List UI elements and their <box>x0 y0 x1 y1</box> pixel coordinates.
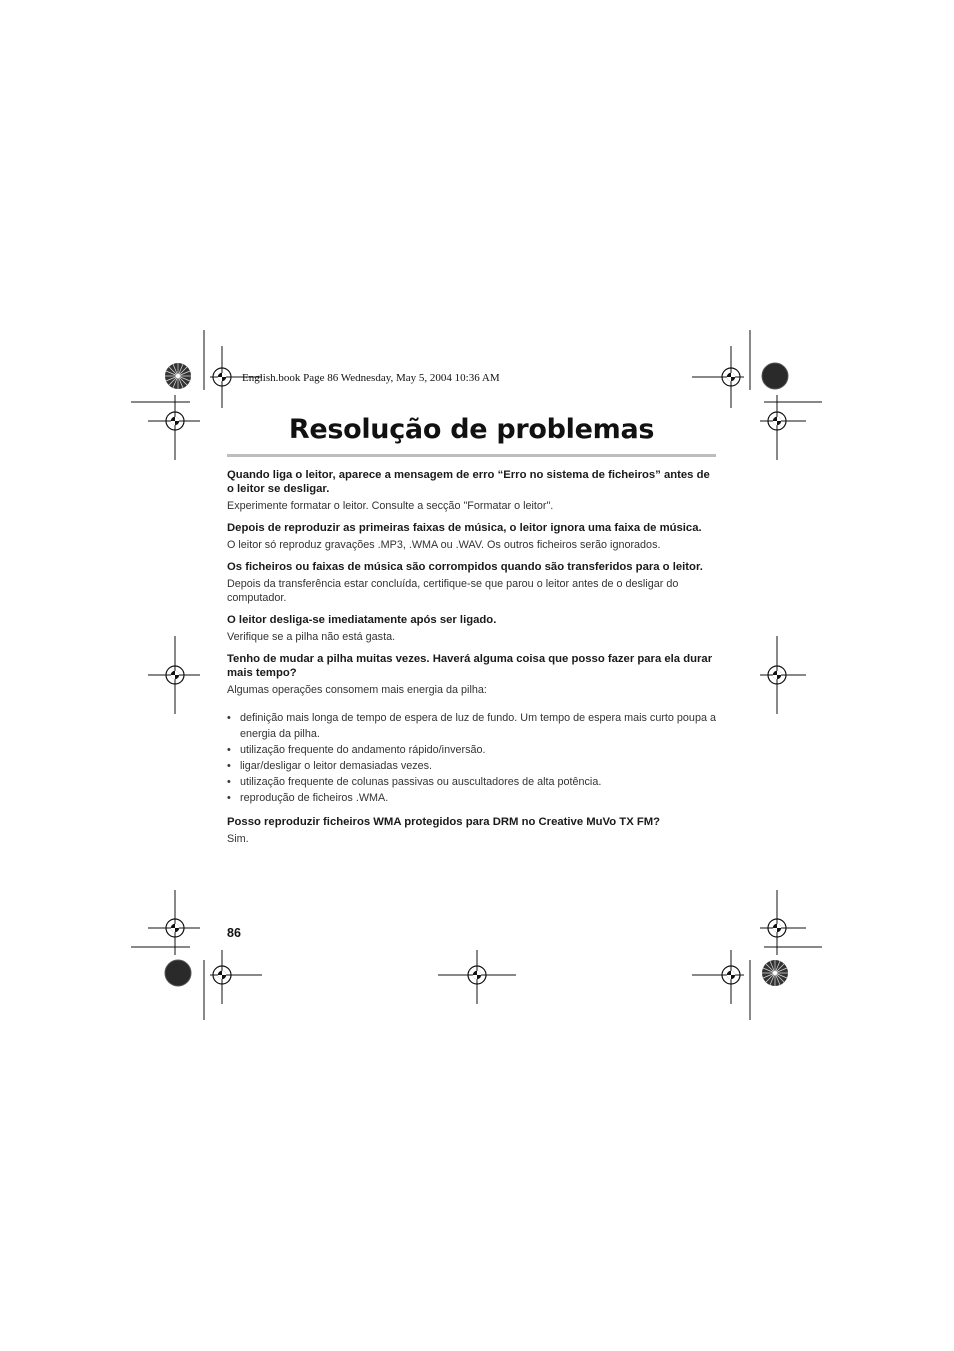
faq-item <box>227 815 717 846</box>
faq-answer: Algumas operações consomem mais energia da pilha: <box>227 684 487 696</box>
faq-item <box>227 613 717 644</box>
faq-item <box>227 652 717 806</box>
faq-item <box>227 468 717 513</box>
faq-answer: Experimente formatar o leitor. Consulte a secção "Formatar o leitor". <box>227 500 554 512</box>
page-title: Resolução de problemas <box>288 414 655 445</box>
faq-question: Os ficheiros ou faixas de música são corrompidos quando são transferidos para o leitor. <box>227 561 703 573</box>
page-number: 86 <box>227 926 241 940</box>
faq-question: O leitor desliga-se imediatamente após ser ligado. <box>227 614 497 626</box>
list-item: • definição mais longa de tempo de espera de luz de fundo. Um tempo de espera mais curto poupa a energia da pilha. <box>227 710 717 742</box>
file-info-header: English.book Page 86 Wednesday, May 5, 2004 10:36 AM <box>242 372 500 384</box>
faq-question: Depois de reproduzir as primeiras faixas de música, o leitor ignora uma faixa de música. <box>227 522 702 534</box>
faq-answer: Depois da transferência estar concluída, certifique-se que parou o leitor antes de o desligar do computador. <box>227 578 679 604</box>
faq-question: Quando liga o leitor, aparece a mensagem de erro “Erro no sistema de ficheiros” antes de o leitor se desligar. <box>227 469 710 495</box>
list-item: • utilização frequente de colunas passivas ou auscultadores de alta potência. <box>227 774 717 790</box>
faq-question: Posso reproduzir ficheiros WMA protegidos para DRM no Creative MuVo TX FM? <box>227 816 661 828</box>
faq-answer: O leitor só reproduz gravações .MP3, .WMA ou .WAV. Os outros ficheiros serão ignorados. <box>227 539 661 551</box>
list-item: • reprodução de ficheiros .WMA. <box>227 790 717 806</box>
list-item: • utilização frequente do andamento rápido/inversão. <box>227 742 717 758</box>
faq-answer: Verifique se a pilha não está gasta. <box>227 631 396 643</box>
faq-item <box>227 560 717 605</box>
faq-item <box>227 521 717 552</box>
faq-question: Tenho de mudar a pilha muitas vezes. Haverá alguma coisa que posso fazer para ela durar mais tempo? <box>227 653 713 679</box>
title-underline <box>227 454 716 457</box>
battery-tips-list <box>227 710 717 806</box>
faq-answer: Sim. <box>227 833 249 845</box>
list-item: • ligar/desligar o leitor demasiadas vezes. <box>227 758 717 774</box>
faq-content <box>227 468 717 854</box>
